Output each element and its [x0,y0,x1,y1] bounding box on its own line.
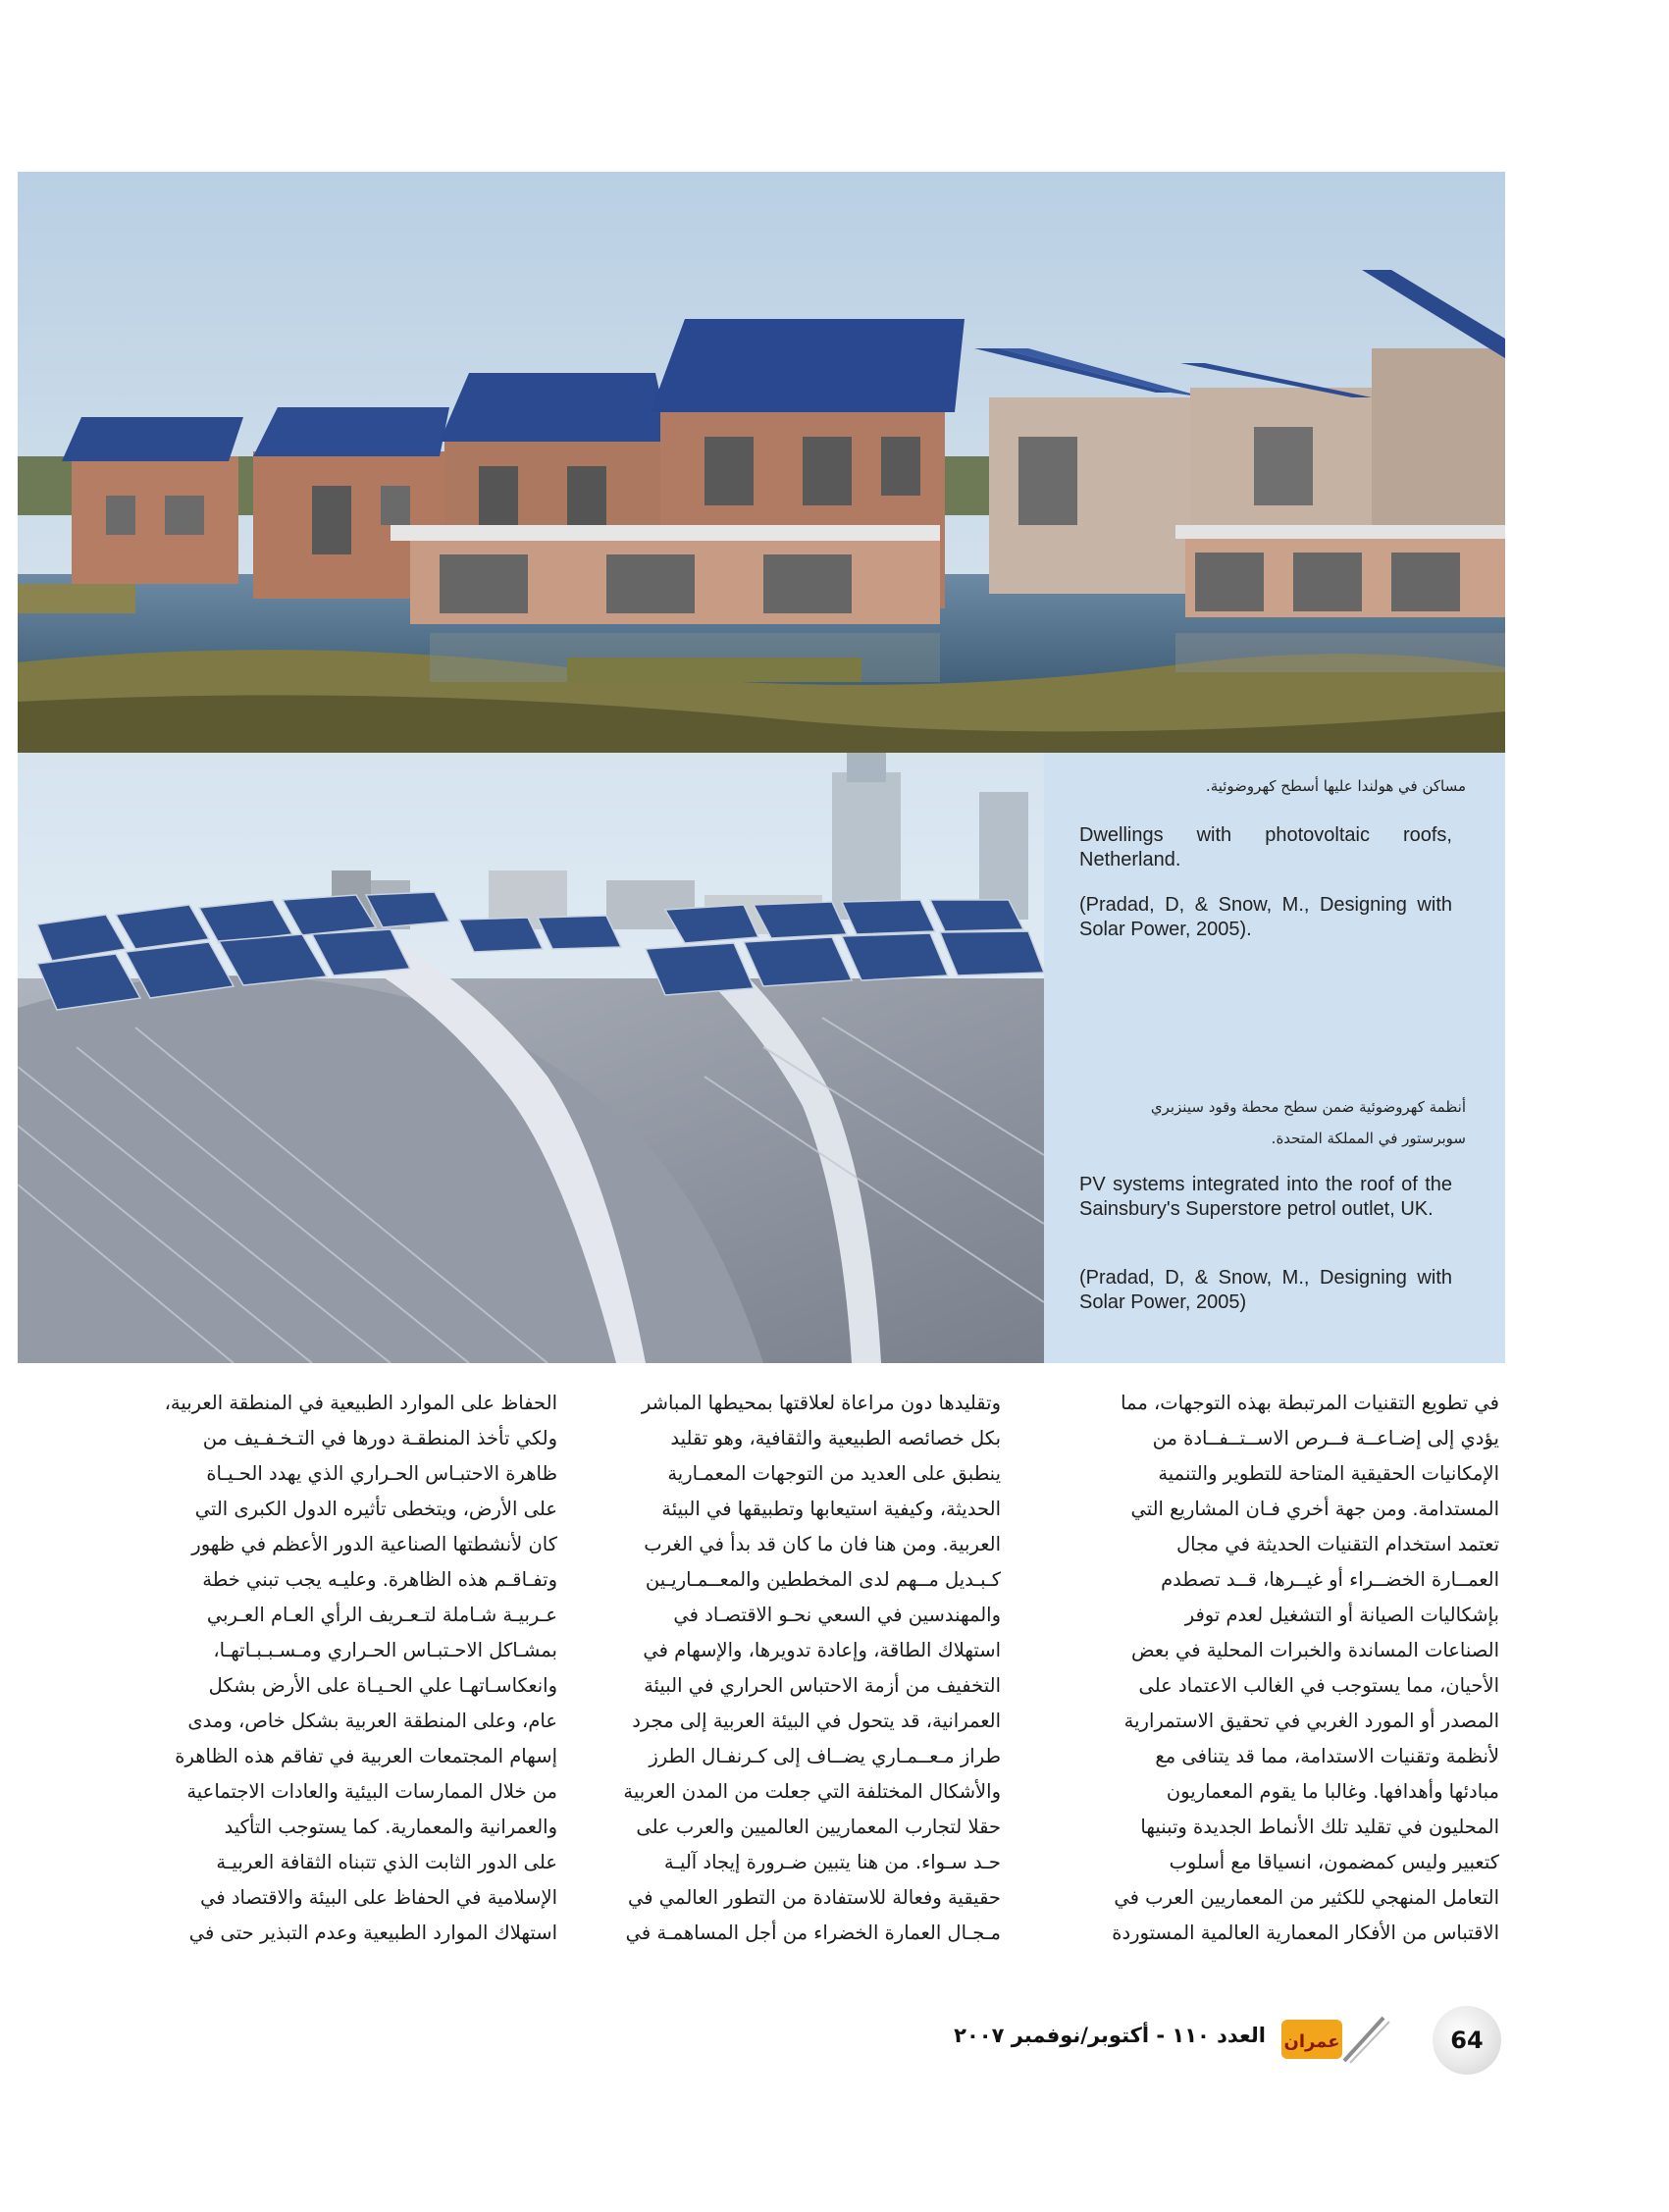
page-number: 64 [1450,2027,1484,2054]
page-number-badge [1433,2006,1501,2075]
caption-2-source: (Pradad, D, & Snow, M., Designing with Solar Power, 2005) [1079,1267,1452,1313]
text-line: ولكي تأخذ المنطقـة دورها في التـخـفـيف من [202,1427,557,1449]
text-line: تعتمد استخدام التقنيات الحديثة في مجال [1175,1533,1499,1555]
text-line: الأحيان، مما يستوجب في الغالب الاعتماد على [1138,1674,1499,1697]
text-line: والأشكال المختلفة التي جعلت من المدن العربية [623,1780,1001,1803]
text-column-left [145,1386,557,1951]
text-line: ينطبق على العديد من التوجهات المعمـارية [667,1462,1001,1485]
photo-dwellings-netherlands [18,172,1505,753]
text-line: الحديثة، وكيفية استيعابها وتطبيقها في البيئة [661,1498,1001,1520]
caption-1-english: Dwellings with photovoltaic roofs, Netherland. [1079,824,1452,870]
caption-2-english: PV systems integrated into the roof of the Sainsbury's Superstore petrol outlet, UK. [1079,1174,1452,1220]
text-line: لأنظمة وتقنيات الاستدامة، مما قد يتنافى مع [1155,1745,1499,1767]
text-line: والمهندسين في السعي نحـو الاقتصـاد في [673,1604,1001,1626]
photo-sainsburys-pv-roof [18,753,1044,1363]
issue-info: العدد ١١٠ - أكتوبر/نوفمبر ٢٠٠٧ [954,2024,1266,2047]
text-line: بكل خصائصه الطبيعية والثقافية، وهو تقليد [670,1427,1001,1449]
text-line: المستدامة. ومن جهة أخري فـان المشاريع التي [1130,1498,1499,1520]
text-line: حقيقية وفعالة للاستفادة من التطور العالمي في [628,1886,1001,1909]
caption-1-source: (Pradad, D, & Snow, M., Designing with Solar Power, 2005). [1079,894,1452,940]
text-line: عام، وعلى المنطقة العربية بشكل خاص، ومدى [187,1710,557,1732]
text-line: على الأرض، ويتخطى تأثيره الدول الكبرى التي [194,1498,557,1520]
caption-1-arabic: مساكن في هولندا عليها أسطح كهروضوئية. [1205,777,1466,795]
text-line: العمــارة الخضــراء أو غيــرها، قــد تصطدم [1161,1568,1499,1591]
text-column-right [1087,1386,1499,1951]
text-line: بمشـاكل الاحـتبـاس الحـراري ومـسـبـبـاتهـا، [213,1639,557,1661]
text-line: التعامل المنهجي للكثير من المعماريين العرب في [1114,1886,1499,1909]
text-column-middle [589,1386,1001,1951]
text-line: بإشكاليات الصيانة أو التشغيل لعدم توفر [1184,1604,1499,1626]
text-line: والعمرانية والمعمارية. كما يستوجب التأكيد [224,1816,557,1838]
text-line: المصدر أو المورد الغربي في تحقيق الاستمرارية [1123,1710,1499,1732]
text-line: عـربيـة شـاملة لتـعـريف الرأي العـام العـربي [206,1604,557,1626]
text-line: استهلاك الطاقة، وإعادة تدويرها، والإسهام في [643,1639,1001,1661]
text-line: إسهام المجتمعات العربية في تفاقم هذه الظاهرة [175,1745,557,1767]
text-line: حقلا لتجارب المعماريين العالميين والعرب على [636,1816,1001,1838]
text-line: وتفـاقـم هذه الظاهرة. وعليـه يجب تبني خطة [202,1568,557,1591]
magazine-logo-text: عمران [1283,2031,1340,2052]
text-line: مبادئها وأهدافها. وغالبا ما يقوم المعماريون [1166,1780,1499,1803]
text-line: ظاهرة الاحتبـاس الحـراري الذي يهدد الحـيـاة [206,1462,557,1485]
text-line: الصناعات المساندة والخبرات المحلية في بعض [1131,1639,1499,1661]
text-line: مـجـال العمارة الخضراء من أجل المساهمـة في [625,1922,1001,1944]
text-line: الإسلامية في الحفاظ على البيئة والاقتصاد في [200,1886,557,1909]
text-line: العربية. ومن هنا فان ما كان قد بدأ في الغرب [644,1533,1001,1555]
text-line: الحفاظ على الموارد الطبيعية في المنطقة العربية، [164,1392,557,1414]
text-line: على الدور الثابت الذي تتبناه الثقافة العربيـة [216,1851,557,1873]
text-line: المحليون في تقليد تلك الأنماط الجديدة وتبنيها [1140,1816,1499,1838]
text-line: كان لأنشطتها الصناعية الدور الأعظم في ظهور [191,1533,557,1555]
text-line: استهلاك الموارد الطبيعية وعدم التبذير حتى في [188,1922,557,1944]
caption-2-arabic-line1: أنظمة كهروضوئية ضمن سطح محطة وقود سينزبري [1150,1098,1466,1116]
text-line: وتقليدها دون مراعاة لعلاقتها بمحيطها المباشر [641,1392,1001,1414]
caption-2-arabic-line2: سوبرستور في المملكة المتحدة. [1271,1130,1466,1147]
text-line: في تطويع التقنيات المرتبطة بهذه التوجهات، مما [1121,1392,1499,1414]
text-line: العمرانية، قد يتحول في البيئة العربية إلى مجرد [632,1710,1001,1732]
text-line: يؤدي إلى إضـاعــة فــرص الاســتــفــادة من [1152,1427,1499,1449]
text-line: الإمكانيات الحقيقية المتاحة للتطوير والتنمية [1158,1462,1499,1485]
text-line: من خلال الممارسات البيئية والعادات الاجتماعية [186,1780,557,1803]
text-line: التخفيف من أزمة الاحتباس الحراري في البيئة [644,1674,1001,1697]
magazine-logo [1276,2012,1393,2071]
text-line: كـبـديل مــهم لدى المخططين والمعــمـاريـين [645,1568,1001,1591]
text-line: طراز مـعــمـاري يضــاف إلى كـرنفـال الطرز [649,1745,1001,1767]
caption-panel [1044,753,1505,1363]
text-line: كتعبير وليس كمضمون، انسياقا مع أسلوب [1169,1851,1499,1873]
text-line: وانعكاسـاتهـا علي الحـيـاة على الأرض بشكل [208,1674,557,1697]
text-line: حـد سـواء. من هنا يتبين ضـرورة إيجاد آليـة [663,1851,1001,1873]
text-line: الاقتباس من الأفكار المعمارية العالمية المستوردة [1112,1922,1499,1944]
